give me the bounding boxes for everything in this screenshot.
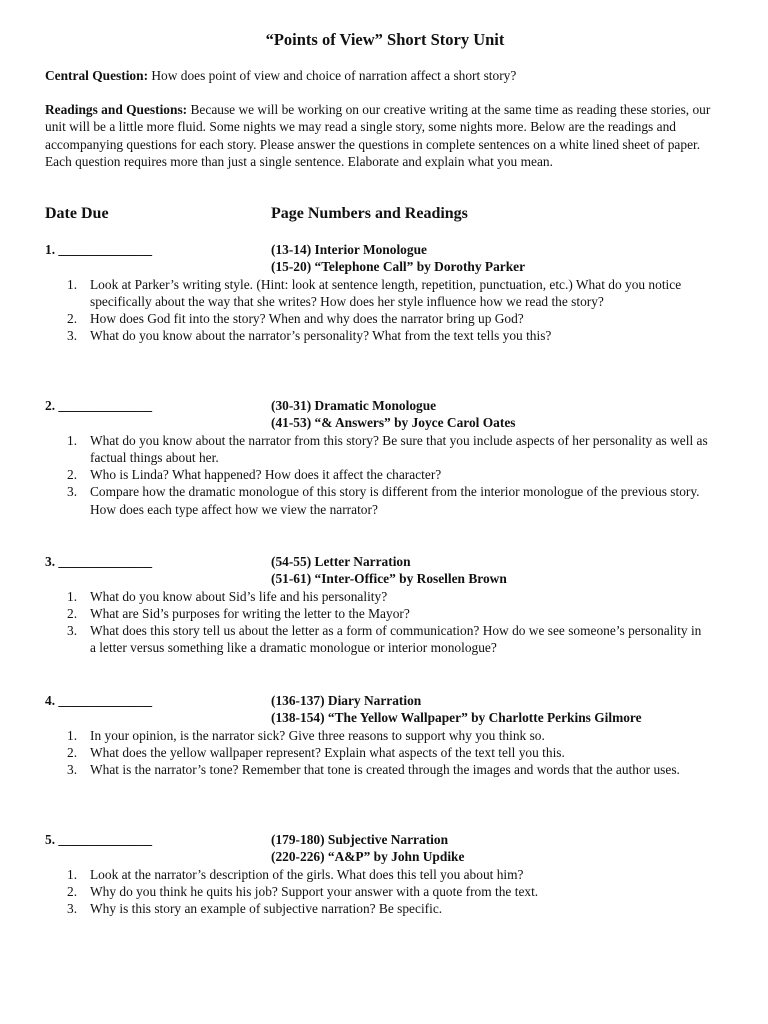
question-list [45,432,725,518]
question-list [45,276,725,345]
reading-type: (179-180) Subjective Narration [271,832,449,847]
question-item: 1. What do you know about the narrator from this story? Be sure that you include aspects of her personality as well as factual things about her. [67,432,708,465]
reading-title: (51-61) “Inter-Office” by Rosellen Brown [271,571,507,587]
readings-label: Readings and Questions: [45,102,188,117]
date-due-blank: 2. ______________ [45,398,153,413]
reading-type: (13-14) Interior Monologue [271,242,427,257]
reading-type: (136-137) Diary Narration [271,693,422,708]
question-list [45,588,725,657]
page-numbers-header: Page Numbers and Readings [271,205,468,222]
reading-section-1 [45,241,725,345]
reading-title: (220-226) “A&P” by John Updike [271,849,465,865]
date-due-blank: 3. ______________ [45,554,153,569]
readings-intro [45,101,715,170]
central-question-text: How does point of view and choice of narration affect a short story? [151,68,517,83]
question-item: 2. How does God fit into the story? When and why does the narrator bring up God? [67,311,524,327]
question-item: 1. Look at Parker’s writing style. (Hint: look at sentence length, repetition, punctuation, etc.) What do you notice specifically about the way that she writes? How does her style influence how we read the story? [67,276,682,309]
date-due-header: Date Due [45,205,109,222]
question-list [45,866,725,918]
reading-title: (41-53) “& Answers” by Joyce Carol Oates [271,415,516,431]
question-item: 3. What is the narrator’s tone? Remember that tone is created through the images and words that the author uses. [67,762,680,778]
reading-section-4 [45,692,725,778]
readings-text: Because we will be working on our creative writing at the same time as reading these stories, our unit will be a little more fluid. Some nights we may read a single story, some nights more. Below are the readings and accompanying questions for each story. Please answer the questions in complete sentences on a white lined sheet of paper. Each question requires more than just a single sentence. Elaborate and explain what you mean. [45,102,711,169]
question-item: 2. What does the yellow wallpaper represent? Explain what aspects of the text tell you this. [67,744,565,760]
question-item: 1. In your opinion, is the narrator sick? Give three reasons to support why you think so. [67,727,545,743]
question-item: 3. What do you know about the narrator’s personality? What from the text tells you this? [67,328,552,344]
reading-type: (54-55) Letter Narration [271,554,411,569]
question-item: 2. Who is Linda? What happened? How does it affect the character? [67,467,442,483]
question-item: 2. What are Sid’s purposes for writing the letter to the Mayor? [67,605,410,621]
question-item: 3. Compare how the dramatic monologue of this story is different from the interior monologue of the previous story. How does each type affect how we view the narrator? [67,484,700,517]
reading-section-5 [45,831,725,917]
page-title: “Points of View” Short Story Unit [265,30,505,49]
central-question [45,67,715,84]
central-question-label: Central Question: [45,68,149,83]
reading-section-2 [45,397,725,518]
question-item: 2. Why do you think he quits his job? Support your answer with a quote from the text. [67,883,539,899]
date-due-blank: 1. ______________ [45,242,153,257]
question-list [45,727,725,779]
date-due-blank: 5. ______________ [45,832,153,847]
question-item: 3. What does this story tell us about the letter as a form of communication? How do we see someone’s personality in a letter versus something like a dramatic monologue or interior monologue? [67,623,702,656]
question-item: 1. Look at the narrator’s description of the girls. What does this tell you about him? [67,866,524,882]
reading-type: (30-31) Dramatic Monologue [271,398,437,413]
reading-title: (138-154) “The Yellow Wallpaper” by Charlotte Perkins Gilmore [271,710,642,726]
question-item: 1. What do you know about Sid’s life and his personality? [67,588,388,604]
date-due-blank: 4. ______________ [45,693,153,708]
reading-section-3 [45,553,725,657]
question-item: 3. Why is this story an example of subjective narration? Be specific. [67,901,443,917]
reading-title: (15-20) “Telephone Call” by Dorothy Parker [271,259,526,275]
